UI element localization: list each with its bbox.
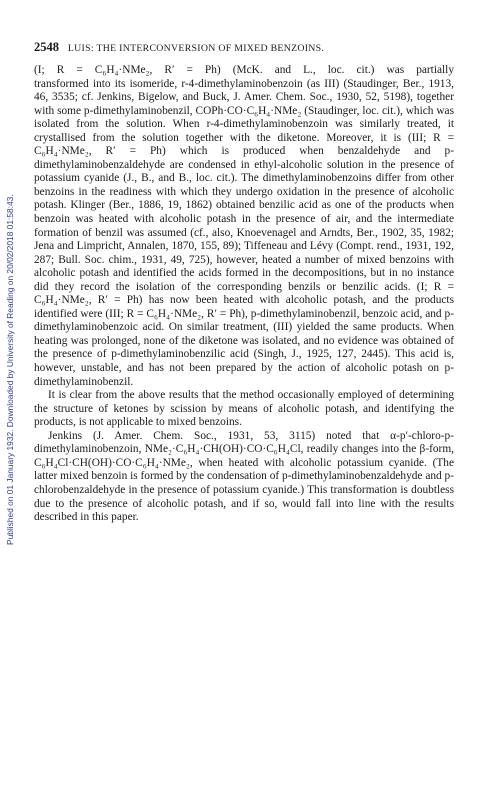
running-title: LUIS: THE INTERCONVERSION OF MIXED BENZOINS.	[67, 43, 325, 54]
article-body	[34, 64, 454, 525]
download-watermark: Published on 01 January 1932. Downloaded by University of Reading on 20/02/2018 01:58:43.	[5, 194, 15, 546]
paragraph-1-first-line: (I; R = C₆H₄·NMe₂, R′ = Ph) (McK. and L., loc. cit.) was partially	[34, 64, 454, 76]
paragraph-2: It is clear from the above results that the method occasionally employed of determining the structure of ketones by scission by means of alcoholic potash, and identifying the products, is not applicable to mixed benzoins.	[34, 389, 454, 429]
paragraph-1: transformed into its isomeride, r-4-dimethylaminobenzoin (as III) (Staudinger, Ber., 1913, 46, 3535; cf. Jenkins, Bigelow, and Buck, J. Amer. Chem. Soc., 1930, 52, 5198), together with some p-dimethylaminobenzil, COPh·CO·C₆H₄·NMe₂ (Staudinger, loc. cit.), which was isolated from the solution. When r-4-dimethylaminobenzoin was similarly treated, it crystallised from the solution together with the diketone. Moreover, it is (III; R = C₆H₄·NMe₂, R′ = Ph) which is produced when benzaldehyde and p-dimethylaminobenzaldehyde are condensed in ethyl-alcoholic solution in the presence of potassium cyanide (J., B., and B., loc. cit.). The dimethylaminobenzoins differ from other benzoins in the readiness with which they undergo oxidation in the presence of alcoholic potash. Klinger (Ber., 1886, 19, 1862) obtained benzilic acid as one of the products when benzoin was heated with alcoholic potash in the presence of air, and the intermediate formation of benzil was assumed (cf., also, Knoevenagel and Arndts, Ber., 1902, 35, 1982; Jena and Limpricht, Annalen, 1870, 155, 89); Tiffeneau and Lévy (Compt. rend., 1931, 192, 287; Bull. Soc. chim., 1931, 49, 725), however, heated a number of mixed benzoins with alcoholic potash and identified the acids formed in the decompositions, but in no instance did they record the isolation of the corresponding benzils or benzilic acids. (I; R = C₆H₄·NMe₂, R′ = Ph) has now been heated with alcoholic potash, and the products identified were (III; R = C₆H₄·NMe₂, R′ = Ph), p-dimethylaminobenzil, benzoic acid, and p-dimethylaminobenzoic acid. On similar treatment, (III) yielded the same products. When heating was prolonged, none of the diketone was isolated, and no evidence was obtained of the presence of p-dimethylaminobenzilic acid (Singh, J., 1925, 127, 2445). This acid is, however, unstable, and has not been prepared by the action of alcoholic potash on p-dimethylaminobenzil.	[34, 77, 454, 388]
running-header	[34, 40, 454, 55]
page-number: 2548	[34, 40, 59, 54]
paragraph-3: Jenkins (J. Amer. Chem. Soc., 1931, 53, 3115) noted that α-p′-chloro-p-dimethylaminobenzoin, NMe₂·C₆H₄·CH(OH)·CO·C₆H₄Cl, readily changes into the β-form, C₆H₄Cl·CH(OH)·CO·C₆H₄·NMe₂, when heated with alcoholic potassium cyanide. (The latter mixed benzoin is formed by the condensation of p-dimethylaminobenzaldehyde and p-chlorobenzaldehyde in the presence of potassium cyanide.) This transformation is doubtless due to the presence of alcoholic potash, and if so, would fall into line with the results described in this paper.	[34, 429, 454, 524]
